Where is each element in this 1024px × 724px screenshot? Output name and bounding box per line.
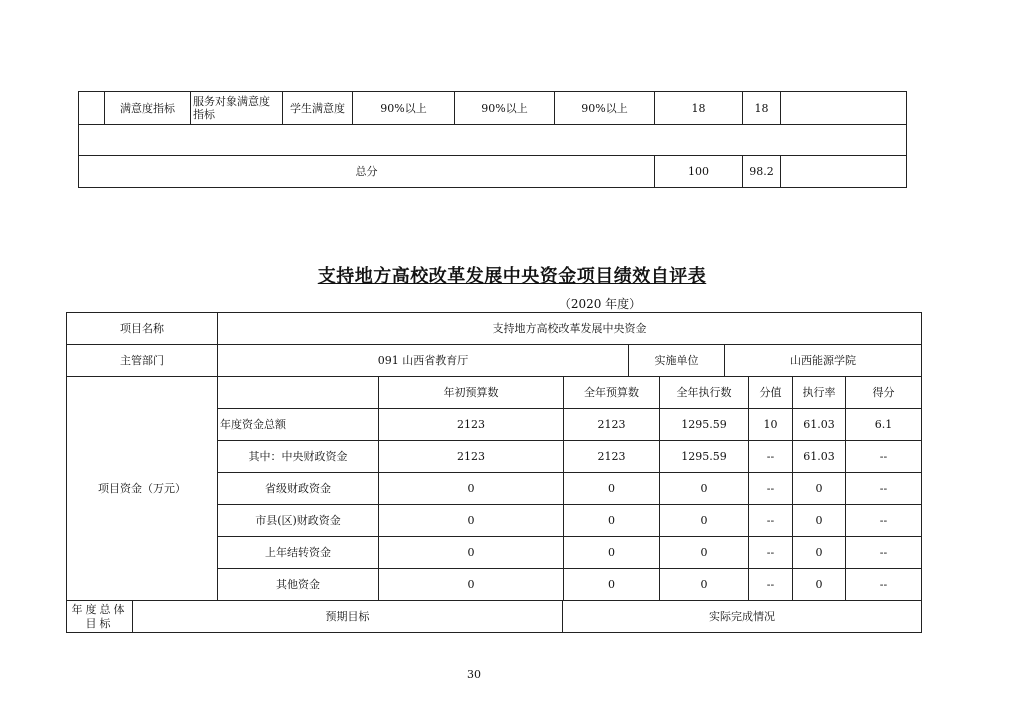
- weight-cell: 18: [655, 92, 743, 125]
- cell: 0: [379, 537, 564, 569]
- table-row: [67, 345, 922, 377]
- funds-label: 项目资金（万元）: [67, 377, 218, 601]
- row-label: 市县(区)财政资金: [218, 505, 379, 537]
- table-row: [79, 156, 907, 188]
- cell: --: [749, 473, 793, 505]
- cell: --: [846, 473, 922, 505]
- total-weight: 100: [655, 156, 743, 188]
- cell: --: [749, 569, 793, 601]
- cell: --: [749, 441, 793, 473]
- cell: 0: [660, 569, 749, 601]
- unit-value: 山西能源学院: [725, 345, 922, 377]
- funds-table: [66, 376, 922, 601]
- cell: 2123: [564, 441, 660, 473]
- cell: 0: [564, 505, 660, 537]
- table-row: [79, 92, 907, 125]
- row-label: 其他资金: [218, 569, 379, 601]
- header-blank: [218, 377, 379, 409]
- cell: --: [749, 505, 793, 537]
- level1-cell: [79, 92, 105, 125]
- dept-label: 主管部门: [67, 345, 218, 377]
- cell: 0: [793, 473, 846, 505]
- score-cell: 18: [743, 92, 781, 125]
- cell: 1295.59: [660, 409, 749, 441]
- actual-value-cell: 90%以上: [455, 92, 555, 125]
- year-label: （2020 年度）: [558, 297, 642, 311]
- row-label: 省级财政资金: [218, 473, 379, 505]
- cell: 0: [660, 537, 749, 569]
- cell: 0: [564, 569, 660, 601]
- performance-table: [66, 312, 922, 377]
- table-row: [67, 601, 922, 633]
- cell: 0: [564, 537, 660, 569]
- cell: 0: [660, 505, 749, 537]
- header-cell: 分值: [749, 377, 793, 409]
- header-cell: 得分: [846, 377, 922, 409]
- cell: 10: [749, 409, 793, 441]
- header-cell: 年初预算数: [379, 377, 564, 409]
- cell: 6.1: [846, 409, 922, 441]
- cell: 2123: [379, 441, 564, 473]
- cell: 0: [379, 473, 564, 505]
- cell: 0: [379, 505, 564, 537]
- header-cell: 全年执行数: [660, 377, 749, 409]
- remark-cell: [781, 92, 907, 125]
- goal-label: 年度总体目标: [67, 601, 133, 633]
- row-label: 其中：中央财政资金: [218, 441, 379, 473]
- indicator-table-continued: [78, 91, 907, 188]
- annual-target-cell: 90%以上: [353, 92, 455, 125]
- cell: --: [846, 537, 922, 569]
- page-number: 30: [467, 668, 481, 681]
- page-title: 支持地方高校改革发展中央资金项目绩效自评表: [317, 266, 707, 287]
- goal-table: [66, 600, 922, 633]
- cell: --: [846, 569, 922, 601]
- cell: 1295.59: [660, 441, 749, 473]
- header-cell: 执行率: [793, 377, 846, 409]
- cell: 0: [564, 473, 660, 505]
- cell: 61.03: [793, 409, 846, 441]
- level2-cell: 满意度指标: [105, 92, 191, 125]
- table-row: [67, 313, 922, 345]
- indicator-cell: 学生满意度: [283, 92, 353, 125]
- total-score: 98.2: [743, 156, 781, 188]
- project-name-value: 支持地方高校改革发展中央资金: [218, 313, 922, 345]
- cell: 61.03: [793, 441, 846, 473]
- total-remark: [781, 156, 907, 188]
- actual-label: 实际完成情况: [563, 601, 922, 633]
- cell: --: [846, 505, 922, 537]
- dept-value: 091 山西省教育厅: [218, 345, 629, 377]
- project-name-label: 项目名称: [67, 313, 218, 345]
- unit-label: 实施单位: [629, 345, 725, 377]
- cell: 0: [793, 569, 846, 601]
- cell: 2123: [564, 409, 660, 441]
- level3-cell: 服务对象满意度指标: [191, 92, 283, 125]
- expected-label: 预期目标: [133, 601, 563, 633]
- header-cell: 全年预算数: [564, 377, 660, 409]
- blank-cell: [79, 125, 907, 156]
- cell: --: [749, 537, 793, 569]
- table-row: [67, 377, 922, 409]
- cell: 0: [793, 537, 846, 569]
- row-label: 上年结转资金: [218, 537, 379, 569]
- cell: 0: [793, 505, 846, 537]
- cell: 0: [379, 569, 564, 601]
- cell: --: [846, 441, 922, 473]
- table-row: [79, 125, 907, 156]
- cell: 2123: [379, 409, 564, 441]
- total-label: 总分: [79, 156, 655, 188]
- row-label: 年度资金总额: [218, 409, 379, 441]
- target-cell: 90%以上: [555, 92, 655, 125]
- cell: 0: [660, 473, 749, 505]
